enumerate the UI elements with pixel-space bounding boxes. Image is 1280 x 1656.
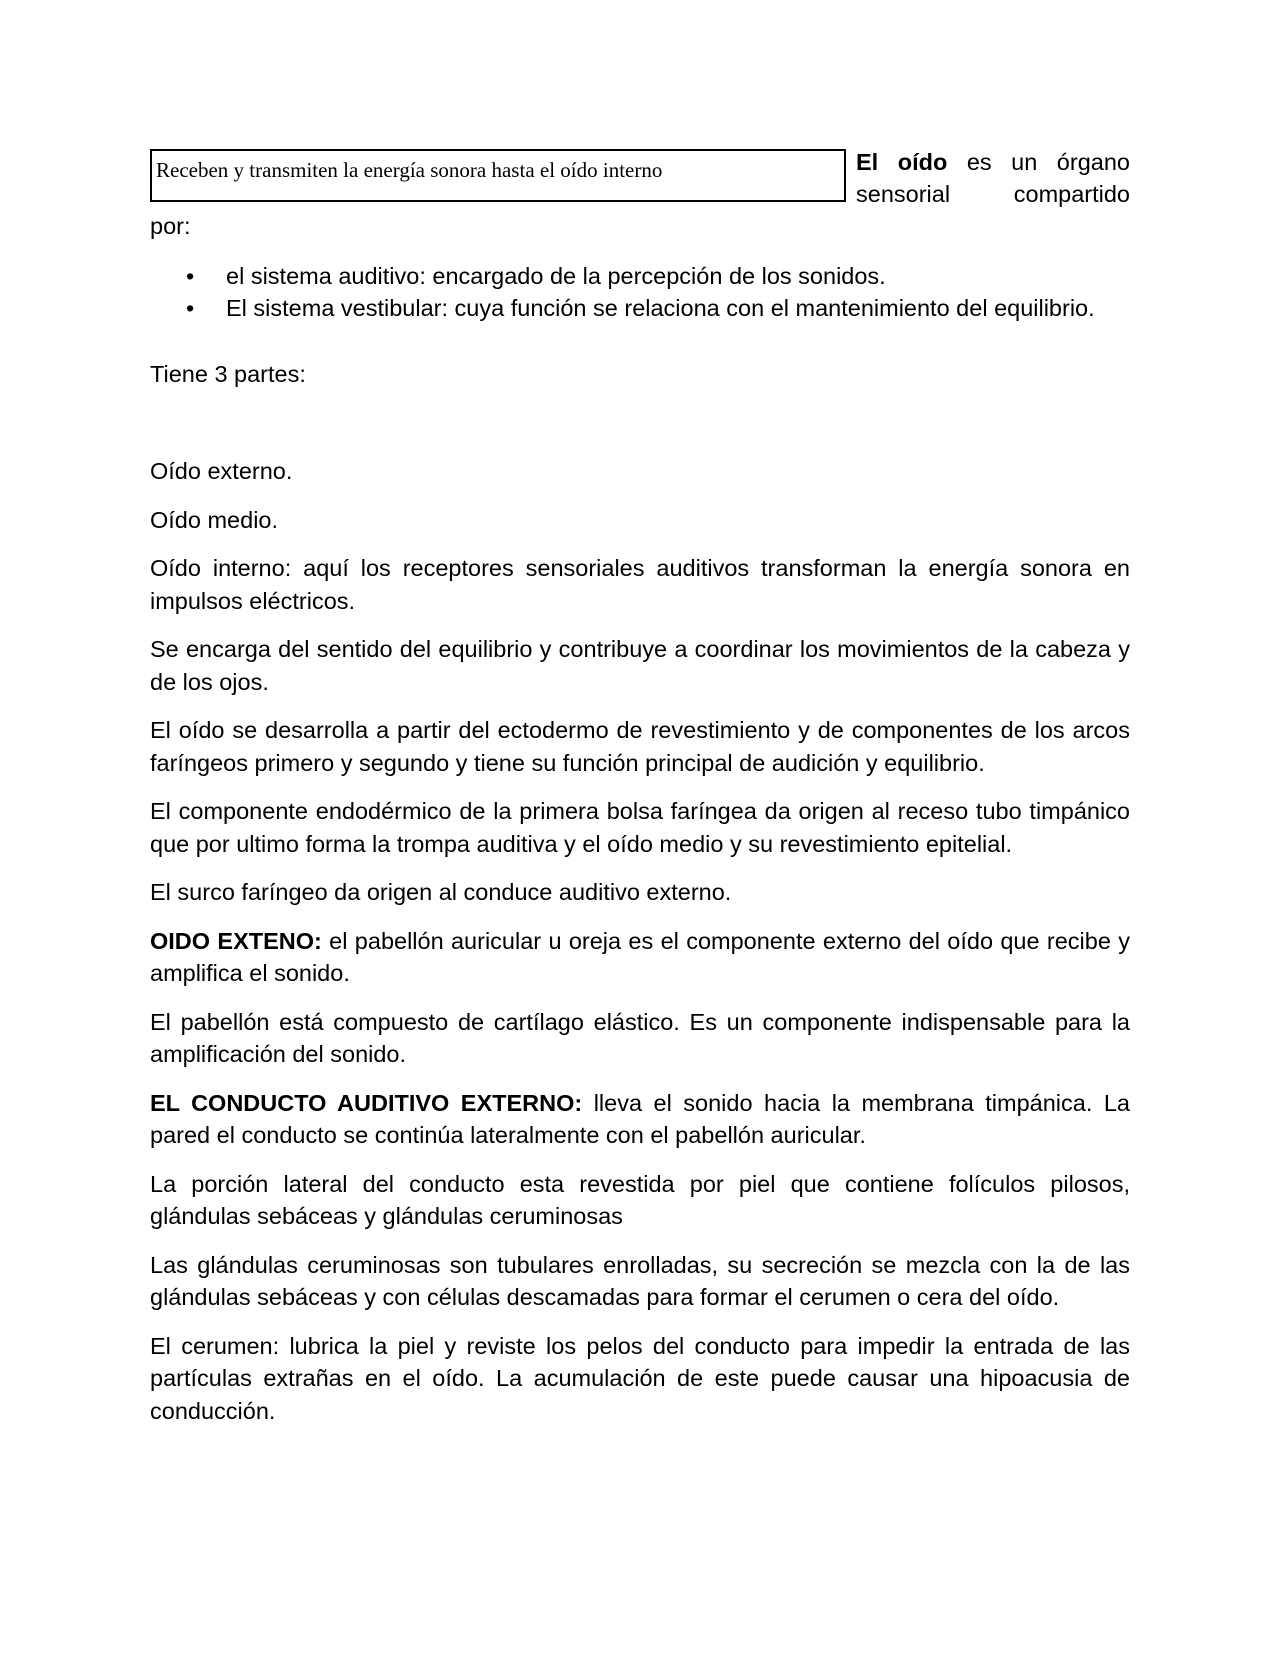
paragraph-text: La porción lateral del conducto esta revestida por piel que contiene folículos pilosos, glándulas sebáceas y glándulas ceruminosas [150, 1170, 1130, 1229]
text-box: Receben y transmiten la energía sonora hasta el oído interno [150, 149, 846, 202]
paragraph-text: Las glándulas ceruminosas son tubulares enrolladas, su secreción se mezcla con la de las glándulas sebáceas y con células descamadas para formar el cerumen o cera del oído. [150, 1251, 1130, 1310]
paragraph-text: Oído medio. [150, 506, 279, 533]
list-item [150, 292, 1130, 324]
intro-bold-term: El oído [856, 149, 948, 175]
paragraph-text: El oído se desarrolla a partir del ectodermo de revestimiento y de componentes de los arcos faríngeos primero y segundo y tiene su función principal de audición y equilibrio. [150, 717, 1130, 776]
paragraph-text: Oído interno: aquí los receptores sensoriales auditivos transforman la energía sonora en impulsos eléctricos. [150, 555, 1130, 614]
paragraph-text: El surco faríngeo da origen al conduce auditivo externo. [150, 879, 732, 905]
paragraph [150, 1249, 1130, 1314]
paragraph-text: El cerumen: lubrica la piel y reviste los pelos del conducto para impedir la entrada de las partículas extrañas en el oído. La acumulación de este puede causar una hipoacusia de conducción. [150, 1332, 1130, 1424]
intro-line-1-rest: es un órgano [947, 149, 1130, 175]
paragraph [150, 504, 1130, 537]
paragraph [150, 876, 1130, 909]
intro-continuation: por: [150, 213, 191, 239]
paragraph-text: Oído externo. [150, 458, 293, 484]
paragraph [150, 795, 1130, 860]
paragraph-heading: EL CONDUCTO AUDITIVO EXTERNO: [150, 1089, 583, 1116]
list-item [150, 260, 1130, 292]
intro-line-1 [856, 146, 1130, 178]
list-item-text: el sistema auditivo: encargado de la percepción de los sonidos. [226, 263, 886, 289]
body-text [150, 455, 1130, 1443]
paragraph [150, 1330, 1130, 1428]
parts-heading: Tiene 3 partes: [150, 361, 306, 387]
paragraph [150, 633, 1130, 698]
paragraph [150, 1087, 1130, 1152]
intro-line-2: sensorial compartido [856, 181, 1130, 207]
paragraph [150, 1006, 1130, 1071]
list-item-text: El sistema vestibular: cuya función se relaciona con el mantenimiento del equilibrio. [226, 295, 1095, 321]
paragraph [150, 552, 1130, 617]
paragraph-text: Se encarga del sentido del equilibrio y contribuye a coordinar los movimientos de la cabeza y de los ojos. [150, 636, 1130, 695]
paragraph-text: El componente endodérmico de la primera bolsa faríngea da origen al receso tubo timpánico que por ultimo forma la trompa auditiva y el oído medio y su revestimiento epitelial. [150, 798, 1130, 857]
paragraph-heading: OIDO EXTENO: [150, 927, 322, 954]
paragraph-text: lleva el sonido hacia la membrana timpánica. La pared el conducto se continúa lateralmente con el pabellón auricular. [150, 1089, 1130, 1148]
bullet-icon: • [186, 263, 195, 289]
paragraph [150, 714, 1130, 779]
intro-text [856, 146, 1130, 210]
paragraph [150, 1168, 1130, 1233]
paragraph-text: El pabellón está compuesto de cartílago elástico. Es un componente indispensable para la amplificación del sonido. [150, 1008, 1130, 1067]
paragraph [150, 925, 1130, 990]
paragraph-text: el pabellón auricular u oreja es el componente externo del oído que recibe y amplifica el sonido. [150, 927, 1130, 986]
bullet-list [150, 260, 1130, 324]
paragraph [150, 455, 1130, 488]
bullet-icon: • [186, 295, 195, 321]
